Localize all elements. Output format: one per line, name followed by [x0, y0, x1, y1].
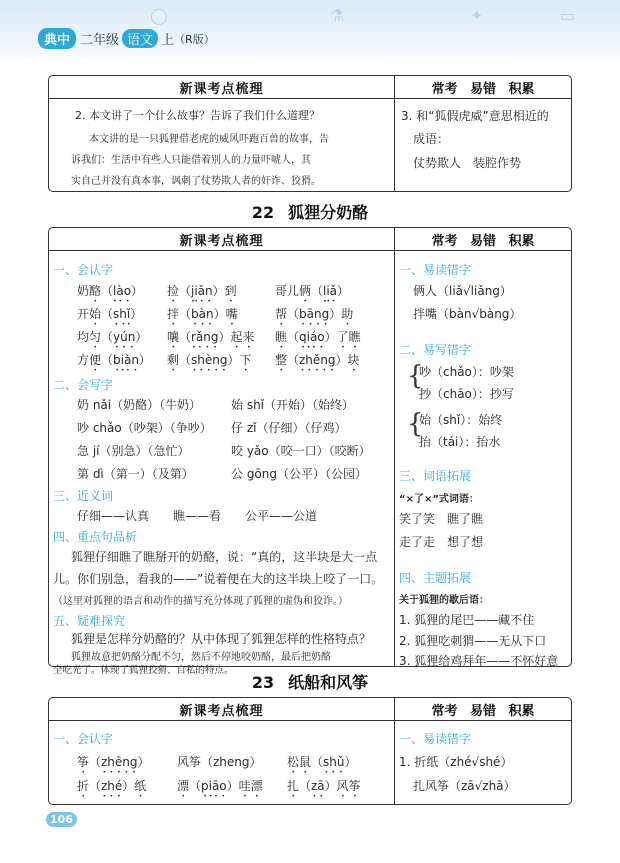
book-icon: ▭ — [560, 6, 576, 25]
top-banner — [0, 0, 620, 62]
section-heading-misread: 一、易读错字 — [399, 732, 472, 746]
term-label: 上 — [161, 33, 175, 48]
brace-icon: { — [407, 361, 424, 391]
question-3: 3. 和“狐假虎威”意思相近的 — [401, 109, 549, 123]
globe-icon: ◯ — [150, 6, 168, 25]
recog-word: 拌（bàn）嘴 — [167, 307, 238, 321]
expansion-item: 笑了笑 瞧了瞧 — [399, 512, 484, 526]
miswrite-item: 抬（tái）：抬水 — [419, 435, 501, 449]
misread-item: 拌嘴（bàn√bàng） — [413, 307, 522, 321]
left-column-heading: 新课考点梳理 — [49, 228, 395, 250]
theme-item: 3. 狐狸给鸡拜年——不怀好意 — [399, 654, 559, 668]
recog-word: 扎（zā）风筝 — [287, 779, 361, 793]
recog-word: 漂（piāo）哇漂 — [177, 779, 263, 793]
section-heading-recognize: 一、会认字 — [53, 263, 114, 277]
recog-word: 奶酪（lào） — [77, 284, 144, 298]
inquiry-answer: 全吃光了。体现了狐狸狡猾、自私的特点。 — [53, 665, 234, 676]
recog-word: 风筝（zheng） — [177, 755, 262, 769]
section-header — [49, 76, 571, 99]
left-column-heading: 新课考点梳理 — [49, 76, 395, 98]
page-number: 106 — [46, 812, 77, 827]
key-sentence-note: （这里对狐狸的语言和动作的描写充分体现了狐狸的虚伪和狡诈。） — [53, 596, 348, 607]
key-sentence-line: 儿。你们别急，看我的——”说着便在大的这半块上咬了一口。 — [53, 572, 384, 586]
section-heading-synonyms: 三、近义词 — [53, 489, 114, 503]
question-2: 2. 本文讲了一个什么故事？告诉了我们什么道理？ — [75, 109, 320, 122]
expansion-subheading: “×了×”式词语： — [399, 494, 479, 505]
lesson-23-title — [0, 670, 620, 693]
miswrite-item: 抄（chāo）：抄写 — [419, 387, 514, 401]
answer-idioms: 仗势欺人 装腔作势 — [413, 156, 522, 170]
subject-badge: 语文 — [122, 29, 158, 48]
recog-word: 嚷（rǎng）起来 — [167, 330, 255, 344]
answer-line: 本文讲的是一只狐狸借老虎的威风吓跑百兽的故事，告 — [89, 134, 329, 145]
recog-word: 均匀（yún） — [77, 330, 148, 344]
write-word: 急 jí（别急）（急忙） — [77, 444, 190, 458]
synonym-pair: 仔细——认真 — [77, 509, 150, 523]
section-heading-recognize: 一、会认字 — [53, 732, 114, 746]
right-column-heading: 常考 易错 积累 — [431, 703, 535, 719]
recog-word: 瞧（qiáo）了瞧 — [275, 330, 361, 344]
answer-line: 实自己并没有真本事，讽刺了仗势欺人者的奸诈、狡猾。 — [71, 176, 321, 187]
grade-label: 二年级 — [80, 33, 120, 48]
section-lesson-22 — [48, 227, 572, 676]
edition-label: （R版） — [174, 32, 215, 46]
recog-word: 松鼠（shǔ） — [287, 755, 357, 769]
section-heading-expansion: 三、词语拓展 — [399, 469, 472, 483]
expansion-item: 走了走 想了想 — [399, 535, 484, 549]
star-icon: ✦ — [470, 6, 484, 25]
recog-word: 帮（bāng）助 — [275, 307, 354, 321]
misread-item: 1. 折纸（zhé√shé） — [399, 755, 513, 769]
write-word: 咬 yǎo（咬一口）（咬断） — [231, 444, 371, 458]
section-header — [49, 228, 571, 251]
lesson-name: 狐狸分奶酪 — [288, 203, 369, 222]
recog-word: 捡（jiǎn）到 — [167, 284, 237, 298]
write-word: 仔 zǐ（仔细）（仔鸡） — [231, 421, 347, 435]
question-3-cont: 成语： — [413, 132, 450, 146]
theme-subheading: 关于狐狸的歇后语： — [399, 595, 489, 606]
right-column-heading: 常考 易错 积累 — [431, 81, 535, 97]
section-previous-lesson — [48, 75, 572, 192]
misread-item: 扎风筝（zā√zhā） — [413, 779, 516, 793]
miswrite-item: 始（shǐ）：始终 — [419, 413, 503, 427]
recog-word: 剩（shèng）下 — [167, 353, 252, 367]
synonym-pair: 瞧——看 — [173, 509, 222, 523]
write-word: 奶 nǎi（奶酪）（牛奶） — [77, 398, 202, 412]
theme-item: 2. 狐狸吃刺猬——无从下口 — [399, 634, 547, 648]
flask-icon: ⚗ — [330, 6, 345, 25]
lesson-number: 22 — [251, 203, 275, 222]
book-brand — [38, 28, 215, 49]
answer-line: 诉我们：生活中有些人只能借着别人的力量吓唬人，其 — [71, 155, 311, 166]
section-heading-misread: 一、易读错字 — [399, 263, 472, 277]
section-heading-inquiry: 五、疑难探究 — [53, 614, 126, 628]
recog-word: 整（zhěng）块 — [275, 353, 360, 367]
key-sentence-line: 狐狸仔细瞧了瞧掰开的奶酪，说：“真的，这半块是大一点 — [71, 550, 378, 564]
section-heading-write: 二、会写字 — [53, 378, 114, 392]
recog-word: 方便（biàn） — [77, 353, 151, 367]
write-word: 第 dì（第一）（及第） — [77, 467, 194, 481]
lesson-22-title — [0, 200, 620, 223]
recog-word: 开始（shǐ） — [77, 307, 143, 321]
miswrite-item: 吵（chǎo）：吵架 — [419, 365, 514, 379]
inquiry-question: 狐狸是怎样分奶酪的？从中体现了狐狸怎样的性格特点？ — [71, 632, 372, 646]
theme-item: 1. 狐狸的尾巴——藏不住 — [399, 613, 535, 627]
lesson-number: 23 — [251, 673, 275, 692]
brand-logo: 典中 — [38, 28, 76, 49]
synonym-pair: 公平——公道 — [245, 509, 318, 523]
section-heading-key-sentence: 四、重点句品析 — [53, 530, 138, 544]
write-word: 公 gōng（公平）（公园） — [231, 467, 367, 481]
inquiry-answer: 狐狸故意把奶酪分配不匀，然后不停地咬奶酪，最后把奶酪 — [71, 652, 331, 663]
recog-word: 筝（zhēng） — [77, 755, 150, 769]
right-column-heading: 常考 易错 积累 — [431, 233, 535, 249]
write-word: 始 shǐ（开始）（始终） — [231, 398, 355, 412]
section-lesson-23 — [48, 697, 572, 805]
lesson-name: 纸船和风筝 — [288, 673, 369, 692]
misread-item: 俩人（liǎ√liǎng） — [413, 284, 512, 298]
recog-word: 折（zhé）纸 — [77, 779, 147, 793]
write-word: 吵 chǎo（吵架）（争吵） — [77, 421, 212, 435]
section-header — [49, 698, 571, 721]
recog-word: 哥儿俩（liǎ） — [275, 284, 350, 298]
left-column-heading: 新课考点梳理 — [49, 698, 395, 720]
brace-icon: { — [407, 409, 424, 439]
section-heading-miswrite: 二、易写错字 — [399, 343, 472, 357]
section-heading-theme: 四、主题拓展 — [399, 571, 472, 585]
